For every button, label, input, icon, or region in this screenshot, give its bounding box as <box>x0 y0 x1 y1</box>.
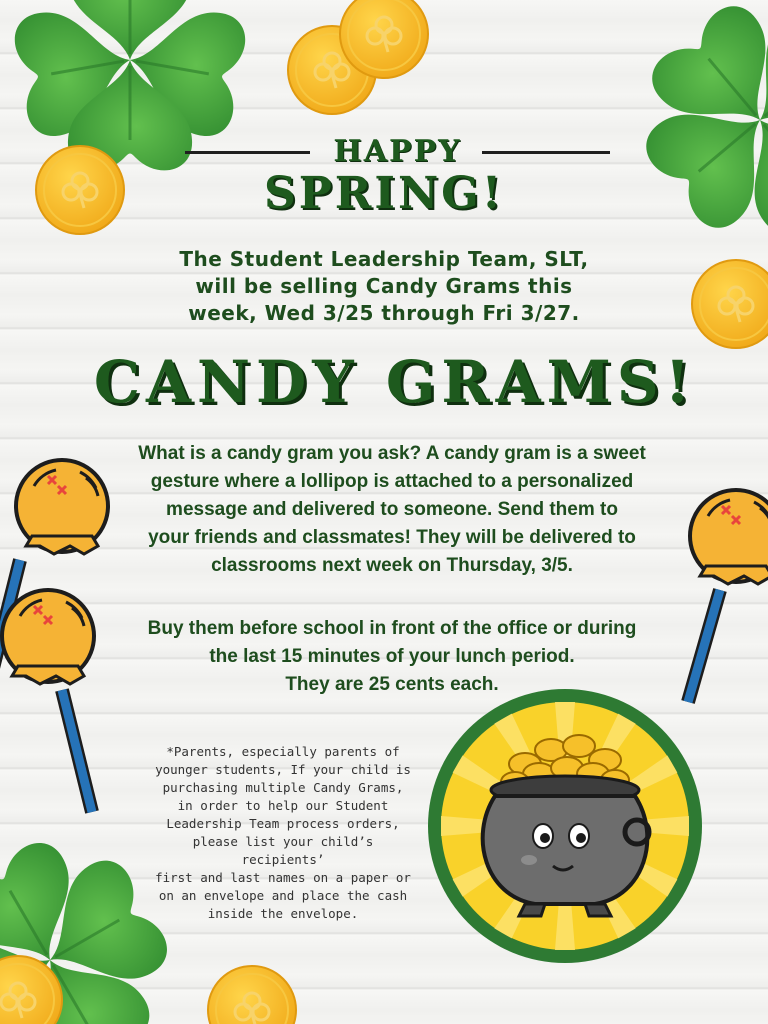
intro-line: week, Wed 3/25 through Fri 3/27. <box>188 301 580 325</box>
note-line: on an envelope and place the cash <box>158 888 408 903</box>
intro-line: will be selling Candy Grams this <box>195 274 573 298</box>
spring-heading: SPRING! <box>263 168 505 219</box>
gold-coin-icon <box>208 966 296 1024</box>
purchase-line: the last 15 minutes of your lunch period. <box>209 646 575 667</box>
description-line: message and delivered to someone. Send them to <box>166 499 618 520</box>
happy-heading: HAPPY <box>333 134 462 169</box>
divider-right <box>482 151 610 154</box>
note-line: purchasing multiple Candy Grams, <box>162 780 404 795</box>
purchase-paragraph <box>112 615 672 699</box>
description-line: gesture where a lollipop is attached to a personalized <box>150 471 634 492</box>
note-line: *Parents, especially parents of <box>166 744 400 759</box>
intro-line: The Student Leadership Team, SLT, <box>179 247 589 271</box>
note-line: younger students, If your child is <box>155 762 411 777</box>
gold-coin-icon <box>692 260 768 348</box>
gold-coin-icon <box>340 0 428 78</box>
happy-heading-row <box>185 134 610 170</box>
candy-grams-headline: CANDY GRAMS! <box>93 348 697 416</box>
lollipop-icon <box>2 590 94 812</box>
note-line: first and last names on a paper or <box>155 870 411 885</box>
lollipop-icon <box>688 490 768 702</box>
pot-of-gold-icon <box>428 689 702 963</box>
purchase-line: They are 25 cents each. <box>285 674 499 695</box>
parent-note <box>148 743 418 923</box>
description-line: classrooms next week on Thursday, 3/5. <box>211 555 573 576</box>
description-line: your friends and classmates! They will be delivered to <box>148 527 636 548</box>
intro-text <box>150 246 618 327</box>
note-line: in order to help our Student <box>177 798 389 813</box>
description-paragraph <box>112 440 672 580</box>
note-line: Leadership Team process orders, <box>166 816 400 831</box>
note-line: inside the envelope. <box>207 906 359 921</box>
purchase-line: Buy them before school in front of the office or during <box>147 618 637 639</box>
description-line: What is a candy gram you ask? A candy gram is a sweet <box>138 443 646 464</box>
note-line: please list your child’s recipients’ <box>192 834 374 867</box>
